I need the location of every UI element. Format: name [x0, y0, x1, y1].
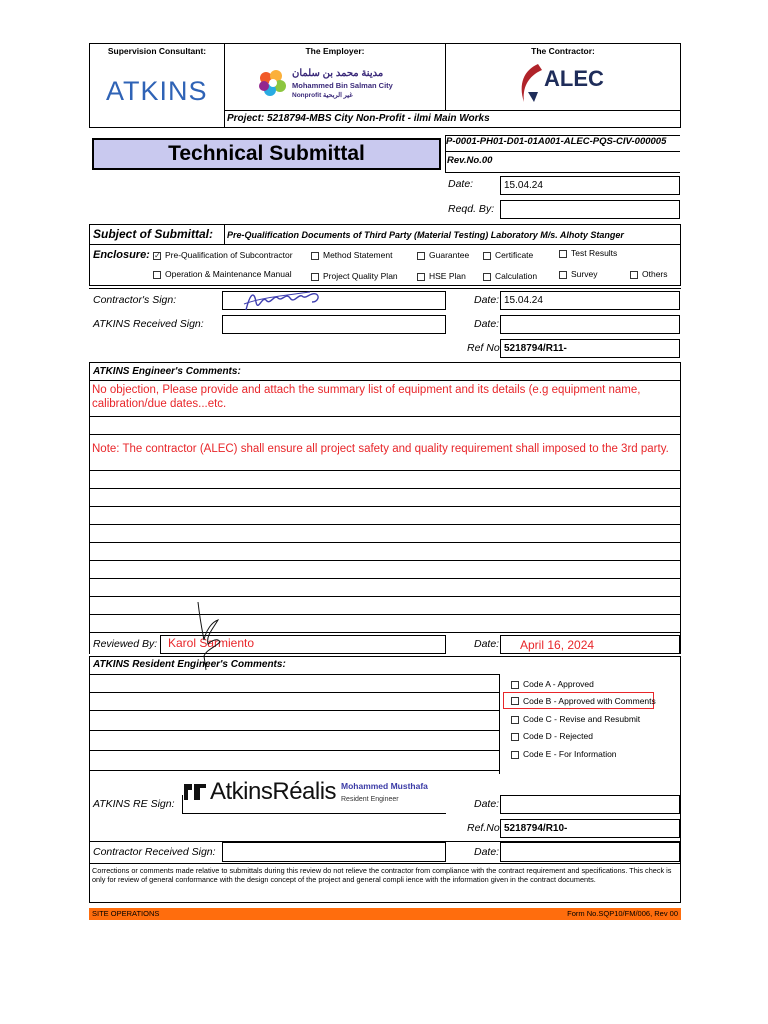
checkbox-code-b[interactable] [511, 697, 519, 705]
option-guarantee: Guarantee [429, 250, 470, 260]
checkbox-guarantee[interactable] [417, 252, 425, 260]
enclosure-label: Enclosure: [93, 249, 150, 261]
checkbox-survey[interactable] [559, 271, 567, 279]
comment-line [90, 524, 680, 525]
option-method: Method Statement [323, 250, 393, 260]
disclaimer-text: Corrections or comments made relative to submittals during this review do not relieve the contractor from compliance with the contract requirement and specifications. This check is only for review of general conformance with the design concept of the project and general compli ience with the information given in the contract documents. [92, 866, 672, 884]
checkbox-om-manual[interactable] [153, 271, 161, 279]
date-label: Date: [448, 178, 474, 190]
received-date-field[interactable] [500, 315, 680, 334]
divider [89, 632, 681, 633]
re-sign-date-field[interactable] [500, 795, 680, 814]
received-sign-label: ATKINS Received Sign: [93, 318, 204, 330]
divider [445, 151, 680, 152]
comment-line [90, 578, 680, 579]
subject-label: Subject of Submittal: [93, 227, 213, 241]
divider [89, 244, 681, 245]
code-d-label: Code D - Rejected [523, 731, 593, 741]
option-om-manual: Operation & Maintenance Manual [165, 269, 292, 279]
comment-line [90, 416, 680, 417]
contractor-received-date-field[interactable] [500, 842, 680, 862]
re-sign-field[interactable] [182, 795, 446, 814]
supervision-consultant-label: Supervision Consultant: [107, 46, 207, 56]
checkbox-calculation[interactable] [483, 273, 491, 281]
reviewed-by-value: Karol Sarmiento [168, 636, 255, 650]
comment-line [90, 770, 500, 771]
checkbox-code-a[interactable] [511, 681, 519, 689]
comment-line [90, 674, 500, 675]
reqd-by-label: Reqd. By: [448, 203, 495, 215]
checkbox-hse-plan[interactable] [417, 273, 425, 281]
comment-line [90, 434, 680, 435]
reviewed-by-label: Reviewed By: [93, 638, 158, 650]
option-others: Others [642, 269, 668, 279]
alec-logo [514, 62, 624, 104]
re-sign-label: ATKINS RE Sign: [93, 798, 175, 810]
code-e-label: Code E - For Information [523, 749, 617, 759]
resident-comment-lines [90, 674, 500, 774]
checkbox-others[interactable] [630, 271, 638, 279]
employer-logo-sub: Nonprofit غير الربحية [292, 92, 353, 99]
divider [499, 674, 500, 774]
comment-line [90, 380, 680, 381]
mbs-city-logo [256, 66, 416, 106]
option-calculation: Calculation [495, 271, 538, 281]
contractor-received-field[interactable] [222, 842, 446, 862]
comment-line [90, 470, 680, 471]
ref-no-label: Ref No [467, 342, 500, 354]
alec-swoosh-icon [514, 62, 546, 104]
code-b-label: Code B - Approved with Comments [523, 696, 656, 706]
received-sign-field[interactable] [222, 315, 446, 334]
comment-line [90, 692, 500, 693]
option-quality-plan: Project Quality Plan [323, 271, 398, 281]
stamp-company: AtkinsRéalis [210, 778, 337, 805]
option-hse-plan: HSE Plan [429, 271, 466, 281]
checkbox-method[interactable] [311, 252, 319, 260]
comment-line [90, 750, 500, 751]
reviewed-date-label: Date: [474, 638, 500, 650]
received-date-label: Date: [474, 318, 500, 330]
comment-line [90, 596, 680, 597]
mbs-flower-icon [256, 66, 290, 102]
comment-line [90, 506, 680, 507]
engineer-comment-2: Note: The contractor (ALEC) shall ensure all project safety and quality requirement shall imposed to the 3rd party. [92, 443, 669, 455]
checkbox-prequal[interactable]: ✓ [154, 251, 161, 260]
ref-box [445, 135, 680, 172]
comment-line [90, 614, 680, 615]
reqd-by-field[interactable] [500, 200, 680, 219]
divider [224, 224, 225, 244]
contractor-label: The Contractor: [531, 46, 595, 56]
stamp-name: Mohammed Musthafa [341, 781, 428, 791]
comment-line [90, 488, 680, 489]
option-prequal: Pre-Qualification of Subcontractor [165, 250, 293, 260]
engineer-comments-label: ATKINS Engineer's Comments: [93, 366, 241, 377]
code-c-label: Code C - Revise and Resubmit [523, 714, 641, 724]
employer-label: The Employer: [305, 46, 365, 56]
comment-line [90, 730, 500, 731]
checkbox-test-results[interactable] [559, 250, 567, 258]
contractor-sign-label: Contractor's Sign: [93, 294, 177, 306]
checkbox-quality-plan[interactable] [311, 273, 319, 281]
employer-logo-arabic: مدينة محمد بن سلمان [292, 68, 384, 79]
checkbox-code-c[interactable] [511, 716, 519, 724]
checkbox-certificate[interactable] [483, 252, 491, 260]
divider [224, 110, 681, 111]
contractor-signature [240, 284, 330, 316]
comment-line [90, 542, 680, 543]
ref-no-field[interactable]: 5218794/R11- [500, 339, 680, 358]
engineer-comment-1: No objection, Please provide and attach the summary list of equipment and its details (e.g equipment name, calibration/due dates...etc. [92, 384, 641, 410]
page-title: Technical Submittal [168, 142, 365, 165]
date-field[interactable]: 15.04.24 [500, 176, 680, 195]
reviewed-date-value: April 16, 2024 [520, 638, 595, 652]
comment-line [90, 710, 500, 711]
contractor-received-label: Contractor Received Sign: [93, 846, 216, 858]
ref-no2-field[interactable]: 5218794/R10- [500, 819, 680, 838]
footer-right: Form No.SQP10/FM/006, Rev 00 [567, 909, 678, 918]
alec-logo-text: ALEC [544, 66, 604, 91]
divider [445, 172, 680, 173]
comment-line [90, 560, 680, 561]
stamp-role: Resident Engineer [341, 796, 399, 803]
option-test-results: Test Results [571, 248, 618, 258]
checkbox-code-e[interactable] [511, 751, 519, 759]
code-a-label: Code A - Approved [523, 679, 594, 689]
rev-number: Rev.No.00 [447, 155, 493, 166]
contractor-sign-date-field[interactable]: 15.04.24 [500, 291, 680, 310]
contractor-sign-date-label: Date: [474, 294, 500, 306]
doc-ref: P-0001-PH01-D01-01A001-ALEC-PQS-CIV-000005 [446, 136, 667, 147]
checkbox-code-d[interactable] [511, 733, 519, 741]
option-survey: Survey [571, 269, 598, 279]
atkins-logo: ATKINS [106, 76, 208, 106]
project-title: Project: 5218794-MBS City Non-Profit - ilmi Main Works [227, 113, 490, 124]
resident-comments-label: ATKINS Resident Engineer's Comments: [93, 659, 286, 670]
contractor-received-date-label: Date: [474, 846, 500, 858]
ref-no2-label: Ref.No [467, 822, 500, 834]
footer-left: SITE OPERATIONS [92, 909, 160, 918]
subject-value: Pre-Qualification Documents of Third Party (Material Testing) Laboratory M/s. Alhoty Stanger [227, 230, 624, 240]
re-sign-date-label: Date: [474, 798, 500, 810]
option-certificate: Certificate [495, 250, 534, 260]
employer-logo-english: Mohammed Bin Salman City [292, 81, 393, 90]
divider [89, 288, 681, 289]
